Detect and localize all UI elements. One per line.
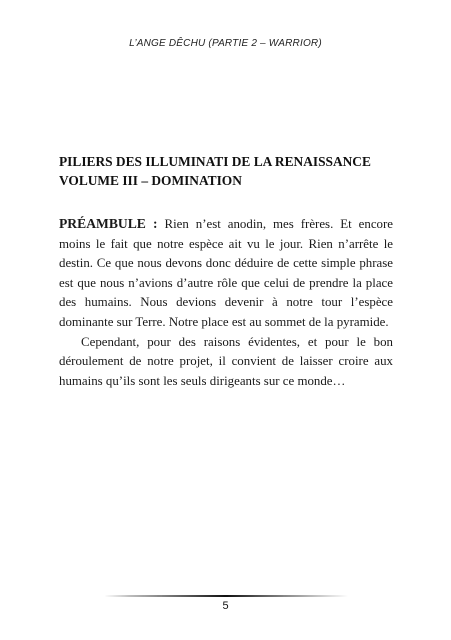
chapter-title-line-1: PILIERS DES ILLUMINATI DE LA RENAISSANCE xyxy=(59,154,371,169)
chapter-title xyxy=(59,152,371,190)
running-header: L’ANGE DÊCHU (PARTIE 2 – WARRIOR) xyxy=(129,38,322,49)
chapter-title-line-2: VOLUME III – DOMINATION xyxy=(59,173,242,188)
paragraph-1-text: Rien n’est anodin, mes frères. Et encore moins le fait que notre espèce ait vu le jour. Rien n’arrête le destin. Ce que nous devons donc déduire de cette simple phrase est que nous n’avions d’autre rôle que celui de prendre la place des humains. Nous devions devenir à notre tour l’espèce dominante sur Terre. Notre place est au sommet de la pyramide. xyxy=(59,217,393,329)
page-number: 5 xyxy=(222,600,229,612)
body-text xyxy=(59,214,393,391)
paragraph-preamble xyxy=(59,214,393,333)
footer-rule xyxy=(104,595,348,597)
paragraph-2: Cependant, pour des raisons évidentes, et pour le bon déroulement de notre projet, il convient de laisser croire aux humains qu’ils sont les seuls dirigeants sur ce monde… xyxy=(59,334,393,388)
preamble-label: PRÉAMBULE : xyxy=(59,216,158,231)
